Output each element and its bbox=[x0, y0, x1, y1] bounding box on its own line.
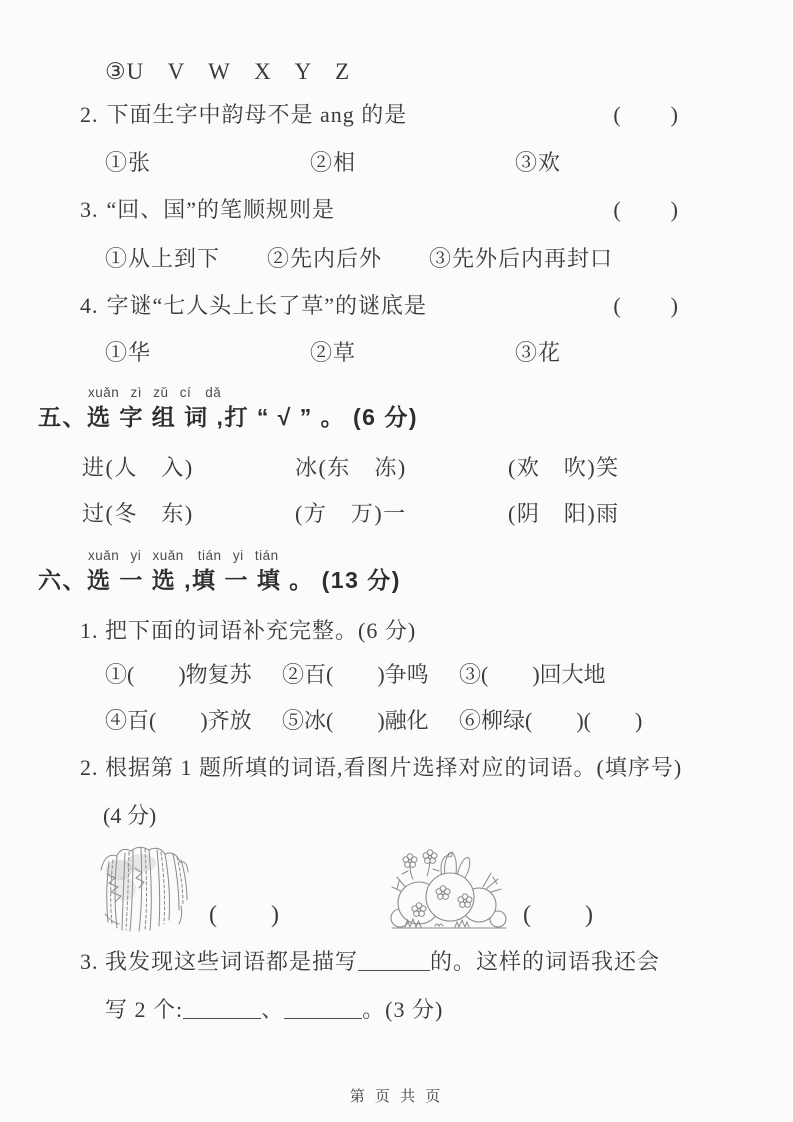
question-2-text bbox=[80, 100, 407, 130]
question-4-number: 4. bbox=[80, 293, 99, 318]
willow-tree-image bbox=[95, 844, 195, 932]
page-footer: 第 页 共 页 bbox=[349, 1088, 444, 1105]
sub3-line1-pre: 3. 我发现这些词语都是描写 bbox=[80, 949, 359, 974]
answer-blank-q4: ( ) bbox=[613, 293, 680, 318]
q2-option-3: ③欢 bbox=[515, 150, 562, 175]
fill-in-item: ③( )回大地 bbox=[459, 662, 606, 687]
question-4-options bbox=[105, 338, 793, 368]
fill-in-item: ⑤冰( )融化 bbox=[282, 708, 429, 733]
daisy-flower bbox=[403, 854, 417, 868]
sub3-line2-separator: 、 bbox=[261, 997, 285, 1022]
q2-option-2: ②相 bbox=[310, 150, 357, 175]
q3-option-1: ①从上到下 bbox=[105, 246, 221, 271]
sub3-line2-end: 。(3 分) bbox=[362, 997, 444, 1022]
section-5-pinyin: xuǎn zì zǔ cí dǎ bbox=[88, 385, 222, 400]
fill-in-item: ①( )物复苏 bbox=[105, 662, 252, 687]
q3-option-3: ③先外后内再封口 bbox=[429, 246, 614, 271]
fill-in-item: ④百( )齐放 bbox=[105, 708, 252, 733]
question-4-text bbox=[80, 291, 427, 321]
word-choice-item: (欢 吹)笑 bbox=[508, 455, 620, 480]
section-6-sub3-line1 bbox=[80, 946, 793, 978]
q4-option-3: ③花 bbox=[515, 340, 562, 365]
question-3-text bbox=[80, 195, 335, 225]
section-6-sub2-text: 2. 根据第 1 题所填的词语,看图片选择对应的词语。(填序号) bbox=[80, 755, 683, 780]
q1-option-c: ③U V W X Y Z bbox=[105, 59, 351, 84]
q2-option-1: ①张 bbox=[105, 150, 152, 175]
write-in-blank bbox=[183, 998, 261, 1019]
question-2-options bbox=[105, 148, 793, 178]
question-2-number: 2. bbox=[80, 102, 99, 127]
question-4 bbox=[80, 291, 680, 321]
picture-2-answer-blank: ( ) bbox=[522, 902, 595, 928]
fill-in-row-1 bbox=[105, 660, 793, 690]
write-in-blank bbox=[284, 998, 362, 1019]
section-6-pinyin: xuǎn yi xuǎn tián yi tián bbox=[88, 548, 279, 563]
fill-in-item: ⑥柳绿( )( ) bbox=[459, 708, 643, 733]
word-choice-item: (阴 阳)雨 bbox=[508, 501, 620, 526]
flower-bush-image bbox=[389, 847, 509, 932]
q3-option-2: ②先内后外 bbox=[267, 246, 383, 271]
word-choice-item: 过(冬 东) bbox=[82, 501, 194, 526]
answer-blank-q2: ( ) bbox=[613, 102, 680, 127]
question-2-stem: 下面生字中韵母不是 ang 的是 bbox=[106, 102, 408, 127]
word-choice-item: (方 万)一 bbox=[295, 501, 407, 526]
write-in-blank bbox=[358, 950, 430, 971]
q4-option-2: ②草 bbox=[310, 340, 357, 365]
question-3-number: 3. bbox=[80, 197, 99, 222]
picture-row bbox=[95, 844, 793, 932]
picture-1-answer-blank: ( ) bbox=[209, 902, 281, 928]
section-6-title: 六、选 一 选 ,填 一 填 。 (13 分) bbox=[38, 567, 401, 593]
question-3 bbox=[80, 195, 680, 225]
answer-blank-q3: ( ) bbox=[613, 197, 680, 222]
section-5-title: 五、选 字 组 词 ,打 “ √ ” 。 (6 分) bbox=[38, 404, 419, 430]
question-4-stem: 字谜“七人头上长了草”的谜底是 bbox=[106, 293, 428, 318]
section-5-row-1 bbox=[82, 453, 793, 483]
word-choice-item: 冰(东 冻) bbox=[295, 455, 407, 480]
question-3-stem: “回、国”的笔顺规则是 bbox=[106, 197, 336, 222]
section-6-sub1-text: 1. 把下面的词语补充完整。(6 分) bbox=[80, 618, 417, 643]
sub3-line2-pre: 写 2 个: bbox=[105, 997, 184, 1022]
word-choice-item: 进(人 入) bbox=[82, 455, 194, 480]
question-3-options bbox=[105, 244, 793, 274]
section-6-sub2-marks: (4 分) bbox=[103, 803, 157, 828]
sub3-line1-post: 的。这样的词语我还会 bbox=[430, 949, 661, 974]
section-6-sub3-line2 bbox=[105, 994, 793, 1026]
fill-in-item: ②百( )争鸣 bbox=[282, 662, 429, 687]
section-5-row-2 bbox=[82, 499, 793, 529]
daisy-flower bbox=[423, 850, 437, 864]
fill-in-row-2 bbox=[105, 706, 793, 736]
question-2 bbox=[80, 100, 680, 130]
q4-option-1: ①华 bbox=[105, 340, 152, 365]
